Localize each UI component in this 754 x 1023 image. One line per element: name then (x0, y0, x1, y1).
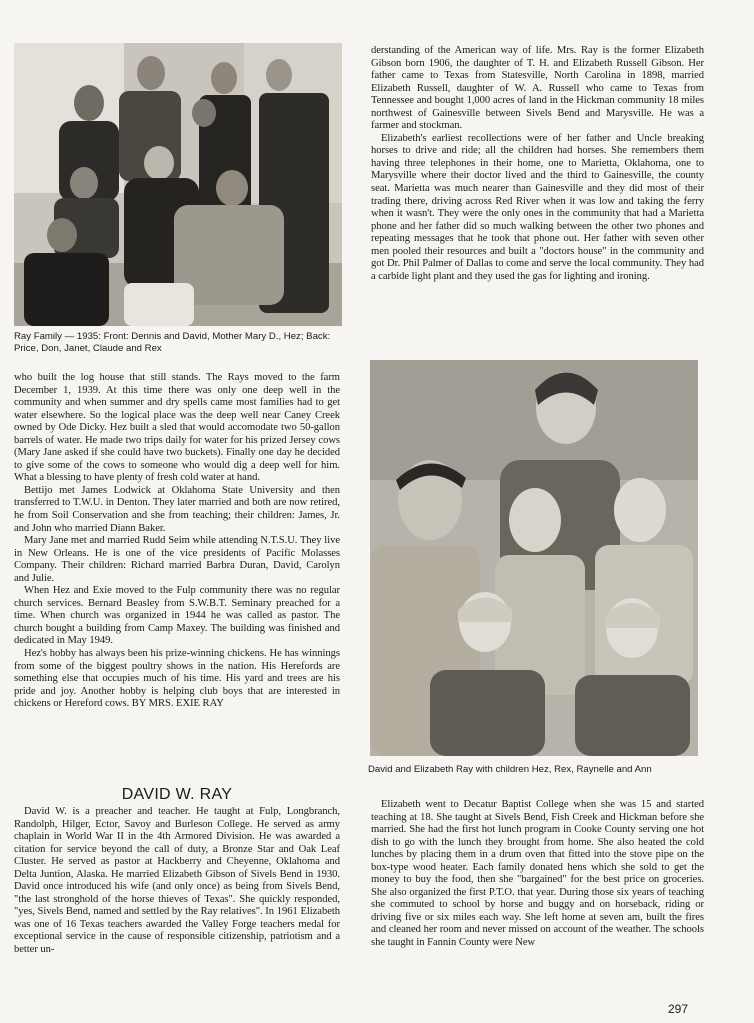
paragraph: Bettijo met James Lodwick at Oklahoma State University and then transferred to T.W.U. in Denton. They later married and both are now retired, he from Soil Conservation and she from teaching; their children: James, Jr. and John who married Diann Baker. (14, 484, 340, 534)
paragraph: When Hez and Exie moved to the Fulp community there was no regular church services. Bernard Beasley from S.W.B.T. Seminary preached for a time. When church was organized in 1944 he was called as pastor. The church bought a building from Camp Maxey. The building was finished and dedicated in May 1949. (14, 585, 340, 647)
right-column-top-text (371, 45, 704, 283)
photo-caption-ray-family: Ray Family — 1935: Front: Dennis and David, Mother Mary D., Hez; Back: Price, Don, Janet, Claude and Rex (14, 331, 331, 354)
paragraph: who built the log house that still stands. The Rays moved to the farm December 1, 1939. At this time there was only one deep well in the community and when summer and dry spells came most families had to get water elsewhere. So the logical place was the deep well near Caney Creek owned by Ode Dicky. Hez built a sled that would accomodate two 50-gallon barrels of water. He made two trips daily for water for his prized Jersey cows (Mary Jane asked if she could have two buckets). Finally one day he decided to give some of the cows to someone who would dig a deep well for him. What a blessing to have plenty of fresh cold water at hand. (14, 372, 340, 484)
left-column-middle-text (14, 372, 340, 711)
page-number: 297 (668, 1002, 689, 1016)
right-column-bottom-text (371, 799, 704, 950)
paragraph: Elizabeth's earliest recollections were of her father and Uncle breaking horses to drive and ride; all the children had horses. She remembers them having three telephones in their home, one to Marietta, Oklahoma, one to Marysville where their doctor lived and the third to Gainesville, the county seat. Marietta was much nearer than Gainesville and they did most of their trading there, driving across Red River when it was low and taking the ferry when it wasn't. They were the only ones in the community that had a Marietta phone and her father did so much walking between the other two phones and repeating messages that he took that phone out. Her father with seven other men pooled their resources and built a "doctors house" in the community and got Dr. Phil Palmer of Dallas to come and serve the local community. They had a carbide light plant and they used the gas for lighting and ironing. (371, 132, 704, 282)
david-elizabeth-ray-family-photo (370, 360, 698, 756)
paragraph: Mary Jane met and married Rudd Seim while attending N.T.S.U. They live in New Orleans. He is one of the vice presidents of Pacific Molasses Company. Their children: Richard married Barbra Duran, David, Carolyn and Julie. (14, 535, 340, 584)
paragraph: Elizabeth went to Decatur Baptist College when she was 15 and started teaching at 18. She taught at Sivels Bend, Fish Creek and Hickman before she married. She had the first hot lunch program in Cooke County serving one hot dish to go with the lunch they brought from home. She also heated the cold lunches by placing them in a drum oven that fitted into the stove pipe on the box-type wood heater. Each family donated hens which she sold to get the money to buy the food, then she "bargained" for the best price on groceries. She also organized the first P.T.O. that year. During those six years of teaching she commuted to school by horse and buggy and on horseback, riding or driving five or six miles each way. She left home at seven am, built the fires and cleaned her room and never missed on account of the weather. The schools she taught in Fannin County were New (371, 799, 704, 949)
paragraph: Hez's hobby has always been his prize-winning chickens. He has winnings from some of the biggest poultry shows in the nation. His Herefords are something else that occupies much of his time. His yard and trees are his pride and joy. Another hobby is helping club boys that are interested in chickens or Hereford cows. BY MRS. EXIE RAY (14, 648, 340, 710)
photo-caption-david-ray-family: David and Elizabeth Ray with children Hez, Rex, Raynelle and Ann (368, 764, 652, 775)
section-title: DAVID W. RAY (121, 786, 233, 803)
paragraph: David W. is a preacher and teacher. He taught at Fulp, Longbranch, Randolph, Hilger, Ector, Savoy and Burleson College. He served as army chaplain in World War II in the 4th Armored Division. He was awarded a citation for service beyond the call of duty, a Bronze Star and Oak Leaf Cluster. He served as pastor at Hackberry and Cheyenne, Oklahoma and Delta Juntion, Alaska. He married Elizabeth Gibson of Sivels Bend in 1930. David once introduced his wife (and only once) as being from Sivels Bend, "the last stronghold of the horse thieves of Texas". She quickly responded, "yes, Sivels Bend, named and settled by the Ray relatives". In 1961 Elizabeth was one of 16 Texas teachers awarded the Valley Forge teachers medal for exceptional service in the cause of responsible citizenship, patriotism and a better un- (14, 806, 340, 956)
paragraph: derstanding of the American way of life. Mrs. Ray is the former Elizabeth Gibson born 1906, the daughter of T. H. and Elizabeth Russell Gibson. Her father came to Texas from Statesville, North Carolina in 1898, married Elizabeth Russell, daughter of W. A. Russell who came to Texas from Tennessee and bought 1,000 acres of land in the Hickman community 18 miles northwest of Gainesville between Sivels Bend and Marysville. He was a farmer and stockman. (371, 45, 704, 132)
left-column-bottom-text (14, 806, 340, 957)
ray-family-1935-photo (14, 43, 342, 326)
